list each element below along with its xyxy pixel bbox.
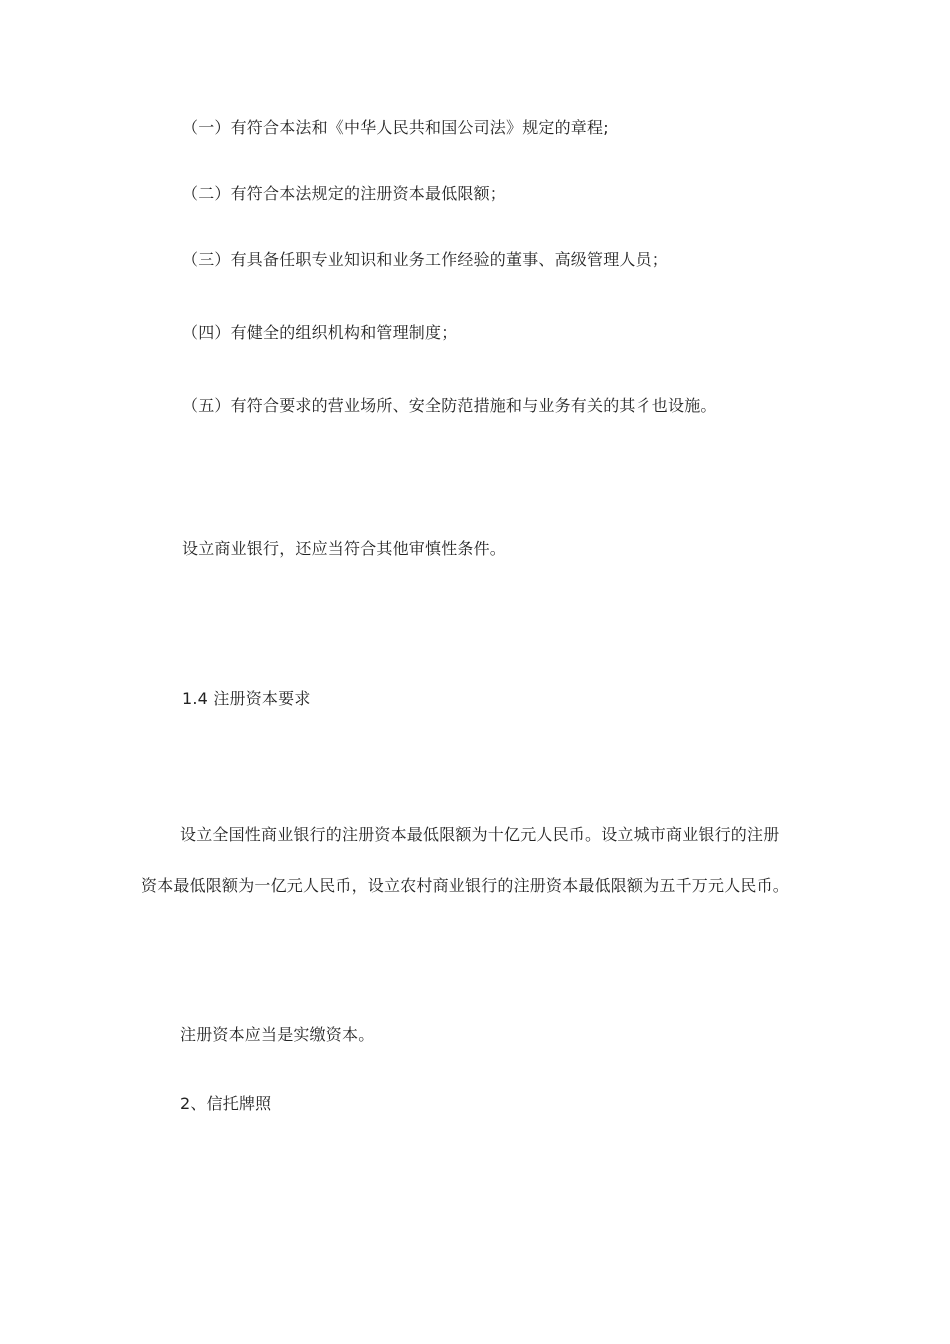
next-section-heading: 2、信托牌照: [180, 1094, 272, 1113]
requirement-item-3: （三）有具备任职专业知识和业务工作经验的董事、高级管理人员；: [182, 250, 669, 269]
requirement-item-2: （二）有符合本法规定的注册资本最低限额；: [182, 184, 507, 203]
capital-paragraph-line-2: 资本最低限额为一亿元人民币，设立农村商业银行的注册资本最低限额为五千万元人民币。: [141, 876, 790, 895]
prudential-conditions-note: 设立商业银行，还应当符合其他审慎性条件。: [182, 539, 507, 558]
capital-paragraph-line-1: 设立全国性商业银行的注册资本最低限额为十亿元人民币。设立城市商业银行的注册: [180, 825, 780, 844]
requirement-item-5: （五）有符合要求的营业场所、安全防范措施和与业务有关的其彳也设施。: [182, 396, 717, 415]
requirement-item-1: （一）有符合本法和《中华人民共和国公司法》规定的章程;: [182, 118, 609, 137]
paid-in-capital-note: 注册资本应当是实缴资本。: [180, 1025, 375, 1044]
requirement-item-4: （四）有健全的组织机构和管理制度；: [182, 323, 458, 342]
section-heading: 1.4 注册资本要求: [182, 689, 311, 708]
